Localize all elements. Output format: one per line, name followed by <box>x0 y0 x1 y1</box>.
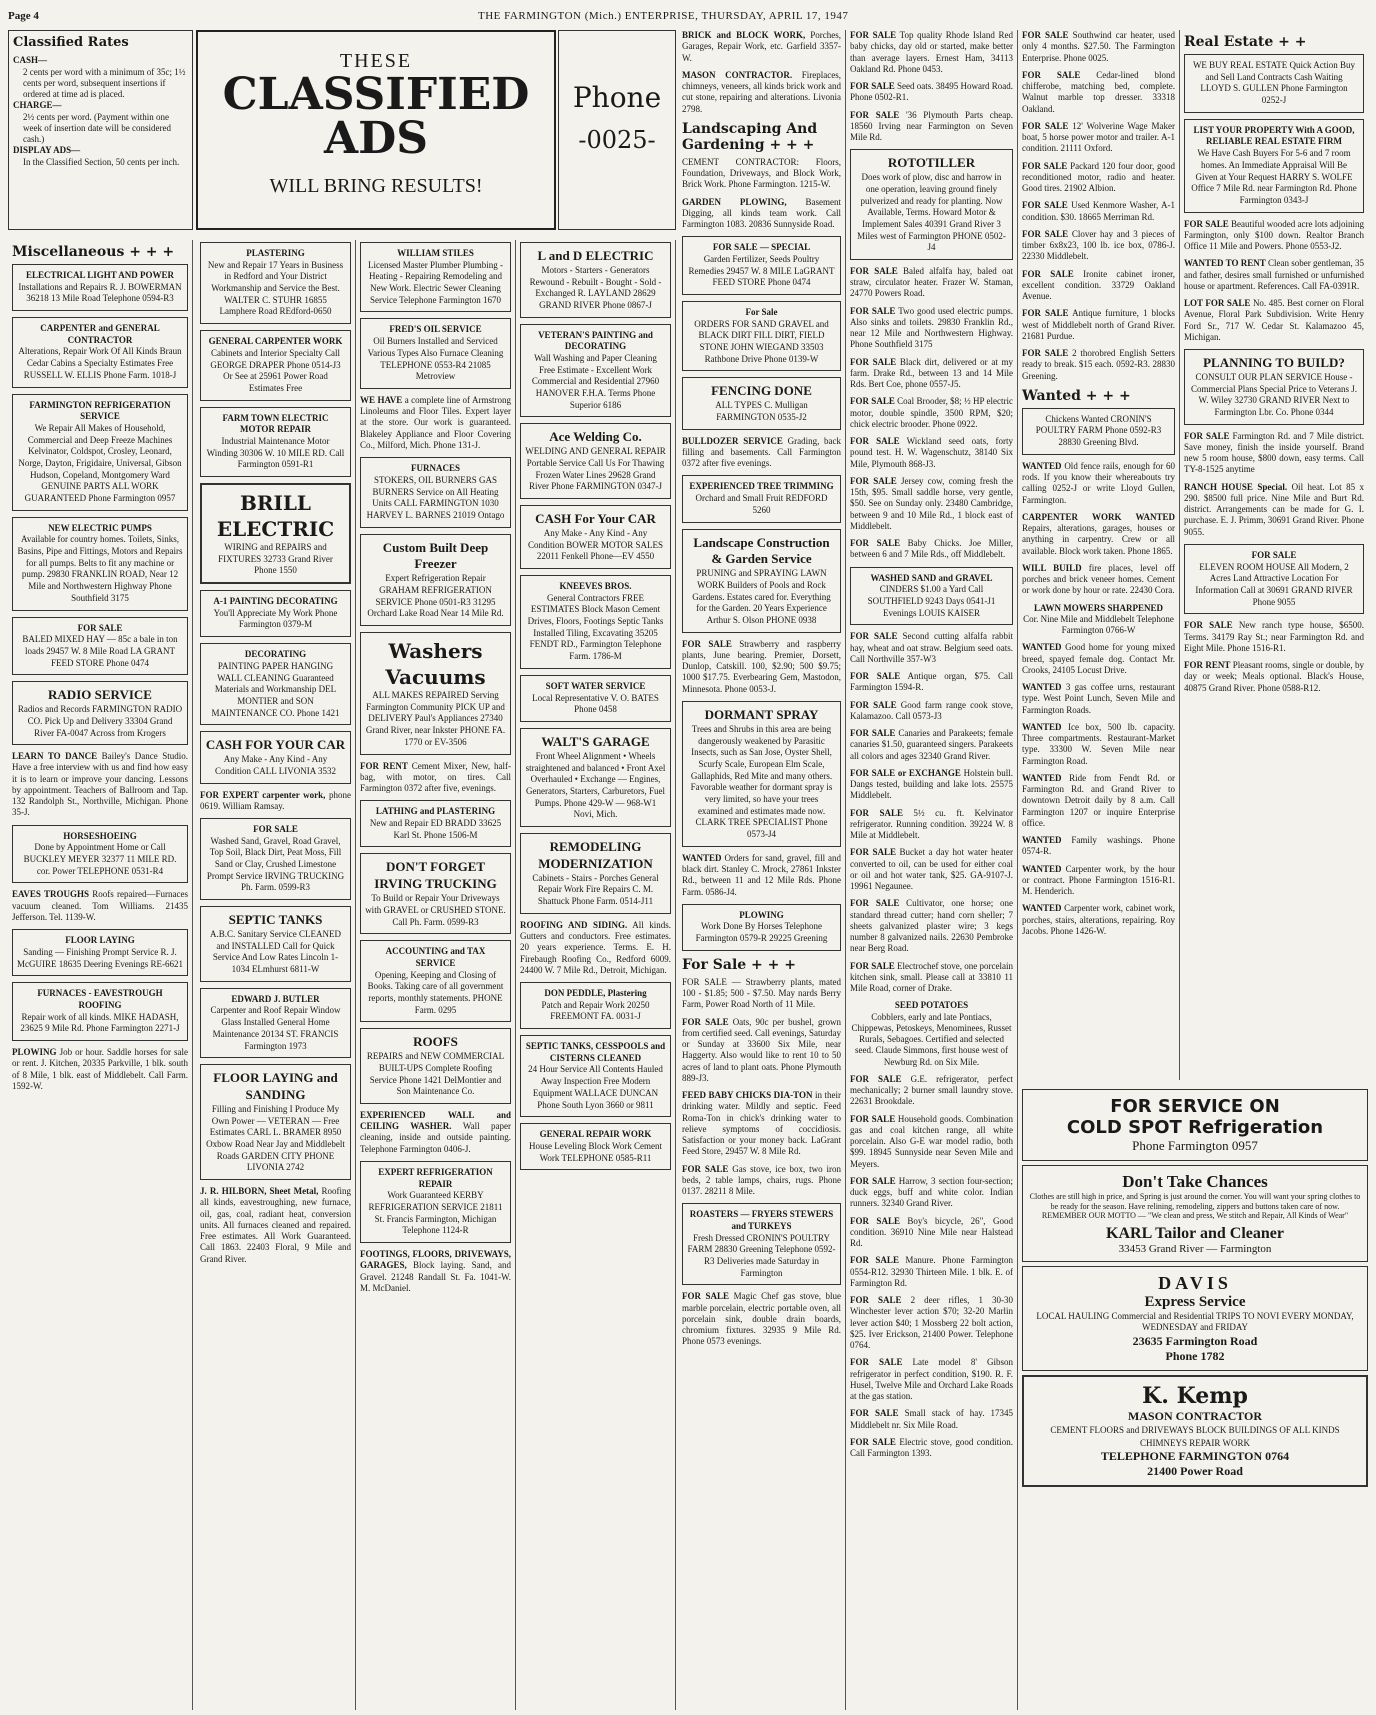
ad: BULLDOZER SERVICE Grading, back filling and basements. Call Farmington 0372 after five evenings. <box>682 435 842 469</box>
ad: Custom Built Deep Freezer Expert Refrigeration Repair GRAHAM REFRIGERATION SERVICE Phone 0501-R3 31295 Orchard Lake Road Near 14 Mile Rd. <box>360 534 511 627</box>
phone-box <box>558 30 676 230</box>
ad: FURNACES STOKERS, OIL BURNERS GAS BURNERS Service on All Heating Units CALL FARMINGTON 1030 HARVEY L. BARNES 21019 Ontago <box>360 457 511 527</box>
ad: PLOWING Job or hour. Saddle horses for sale or rent. J. Kitchen, 20335 Parkville, 1 blk. south of 8 Mile, 1 blk. east of Middlebelt. Call Farm. 1592-W. <box>12 1047 189 1091</box>
ad: FOOTINGS, FLOORS, DRIVEWAYS, GARAGES, Block laying. Sand, and Gravel. 21248 Randall St. Fa. 1041-W. M. McDaniel. <box>360 1249 511 1293</box>
ad: FOR SALE Gas stove, ice box, two iron beds, 2 table lamps, chairs, rugs. Phone 0137. 28211 8 Mile. <box>682 1163 842 1197</box>
ad: KNEEVES BROS. General Contractors FREE ESTIMATES Block Mason Cement Drives, Floors, Footings Septic Tanks Installed Tiling, Excavating 35205 FENDT RD., Farmington Telephone Farm. 1786-M <box>520 575 671 669</box>
ad: FENCING DONE ALL TYPES C. Mulligan FARMINGTON 0535-J2 <box>682 377 841 429</box>
ad: FOR SALE Southwind car heater, used only 4 months. $27.50. The Farmington Enterprise. Phone 0025. <box>1022 30 1175 63</box>
ad: FEED BABY CHICKS DIA-TON in their drinking water. Mildly and septic. Feed Roma-Ton in chick's drinking water to relieve symptoms of coccidiosis. Satisfaction or your money back. LaGrant Feed Store, 29457 W. 8 Mile Rd. <box>682 1090 842 1157</box>
ad: REMODELING MODERNIZATION Cabinets - Stairs - Porches General Repair Work Fire Repairs C. M. Shattuck Phone Farm. 0514-J11 <box>520 833 671 914</box>
ad: WANTED Family washings. Phone 0574-R. <box>1022 835 1175 857</box>
ad: FOR RENT Cement Mixer, New, half-bag, with motor, on tires. Call Farmington 0372 after five, evenings. <box>360 760 511 794</box>
ad: FOR SALE Wickland seed oats, forty pound test. H. W. Wagenschutz, 38140 Six Mile, Plymouth 868-J3. <box>850 436 1013 469</box>
ad: FOR SALE Cedar-lined blond chifferobe, matching bed, complete. Walnut marble top dresser. 33318 Oakland. <box>1022 69 1175 114</box>
ad: EXPERT REFRIGERATION REPAIR Work Guaranteed KERBY REFRIGERATION SERVICE 21811 St. Francis Farmington, Michigan Telephone 1124-R <box>360 1161 511 1243</box>
ad: CASH For Your CAR Any Make - Any Kind - Any Condition BOWER MOTOR SALES 22011 Fenkell Phone—EV 4550 <box>520 505 671 569</box>
column-6 <box>846 30 1018 1710</box>
ad: WANTED Ride from Fendt Rd. or Farmington Rd. and Grand River to downtown Detroit daily by 8 a.m. Call Farmington 1207 or inquire Enterprise office. <box>1022 772 1176 828</box>
column-8 <box>1180 30 1368 1080</box>
page-header <box>8 8 1368 32</box>
ad: DECORATING PAINTING PAPER HANGING WALL CLEANING Guaranteed Materials and Workmanship DEL MONTIER and SON MAINTENANCE CO. Phone 1421 <box>200 643 351 725</box>
ad: FOR SALE Black dirt, delivered or at my farm. Drake Rd., between 13 and 14 Mile Rds. Bert Coe, phone 0557-J5. <box>850 356 1014 390</box>
column-4 <box>516 240 676 1710</box>
rates-line: 2 cents per word with a minimum of 35c; 1½ cents per word, subsequent insertions if ordered at time ad is placed. <box>23 66 186 99</box>
wide-ads <box>1022 1085 1368 1710</box>
classified-ads-banner <box>196 30 556 230</box>
ad: FOR SALE ELEVEN ROOM HOUSE All Modern, 2 Acres Land Attractive Location For Information Call at 30691 GRAND RIVER Phone 9055 <box>1184 544 1364 614</box>
banner-ads: ADS <box>323 113 429 164</box>
ad: CASH FOR YOUR CAR Any Make - Any Kind - Any Condition CALL LIVONIA 3532 <box>200 731 351 783</box>
rates-line: In the Classified Section, 50 cents per inch. <box>23 156 180 167</box>
ad: ROOFS REPAIRS and NEW COMMERCIAL BUILT-UPS Complete Roofing Service Phone 1421 DelMontier and Son Maintenance Co. <box>360 1028 511 1104</box>
ad: FOR EXPERT carpenter work, phone 0619. William Ramsay. <box>200 789 352 811</box>
ad: FARMINGTON REFRIGERATION SERVICE We Repair All Makes of Household, Commercial and Deep Freeze Machines Kelvinator, Coldspot, Crosley, Leonard, Norge, Dayton, Frigidaire, Universal, Gibson Hudson, Copeland, Montgomery Ward GENUINE PARTS ALL WORK GUARANTEED Phone Farmington 0957 <box>12 394 188 511</box>
ad: SEPTIC TANKS, CESSPOOLS and CISTERNS CLEANED 24 Hour Service All Contents Hauled Away Inspection Free Modern Equipment WALLACE DUNCAN Phone South Lyon 3660 or 9811 <box>520 1035 671 1117</box>
ad: FARM TOWN ELECTRIC MOTOR REPAIR Industrial Maintenance Motor Winding 30306 W. 10 MILE RD. Call Farmington 0591-R1 <box>200 407 351 477</box>
ad: FOR SALE Good farm range cook stove, Kalamazoo. Call 0573-J3 <box>850 699 1014 721</box>
column-5 <box>678 30 846 1710</box>
ad: MASON CONTRACTOR. Fireplaces, chimneys, veneers, all kinds brick work and cut stone, repairing and alterations. Livonia 2798. <box>682 69 842 114</box>
ad: FOR SALE Electrochef stove, one porcelain kitchen sink, small. Please call at 33810 11 Mile Road, corner of Drake. <box>850 960 1013 994</box>
ad: FOR SALE Late model 8' Gibson refrigerator in perfect condition, $190. R. F. Husel, Twelve Mile and Orchard Lake Roads at the gas station. <box>850 1357 1014 1402</box>
classified-rates-box <box>8 30 193 230</box>
ad: FOR SALE Antique furniture, 1 blocks west of Middlebelt north of Grand River. 21681 Purdue. <box>1022 308 1175 341</box>
ad: FOR SALE 2 thorobred English Setters ready to break. $15 each. 0592-R3. 28830 Greening. <box>1022 348 1175 381</box>
ad: BRICK and BLOCK WORK, Porches, Garages, Repair Work, etc. Garfield 3357-W. <box>682 30 841 63</box>
davis-express-ad: DAVIS Express Service LOCAL HAULING Commercial and Residential TRIPS TO NOVI EVERY MONDAY, WEDNESDAY and FRIDAY 23635 Farmington Road Phone 1782 <box>1022 1266 1368 1371</box>
section-real-estate: Real Estate + + <box>1184 34 1307 50</box>
ad: LOT FOR SALE No. 485. Best corner on Floral Avenue, Floral Park Subdivision. Write Henry Ford Sr., 717 W. Cedar St. Kalamazoo 45, Michigan. <box>1184 298 1365 342</box>
rates-line: 2½ cents per word. (Payment within one week of insertion date will be considered cash.) <box>23 111 171 144</box>
rates-line: CHARGE— <box>13 100 62 111</box>
column-2 <box>196 240 356 1710</box>
ad: DON PEDDLE, Plastering Patch and Repair Work 20250 FREEMONT FA. 0031-J <box>520 982 671 1029</box>
ad: Washers Vacuums ALL MAKES REPAIRED Serving Farmington Community PICK UP and DELIVERY Paul's Appliances 27340 Grand River, near Inkster PHONE FA. 1770 or EV-3506 <box>360 632 511 754</box>
ad: FOR SALE Cultivator, one horse; one standard thread cutter; hand corn sheller; 7 sheets galvanized plaster wire; 3 kegs number 8 galvanized nails. 22630 Pembroke near Berg Road. <box>850 898 1014 954</box>
ad: WALT'S GARAGE Front Wheel Alignment • Wheels straightened and balanced • Front Axel Overhauled • Exchange — Engines, Generators, Starters, Carburetors, Fuel Pumps. Phone 429-W — 968-W1 Novi, Mich. <box>520 728 671 827</box>
ad: DON'T FORGET IRVING TRUCKING To Build or Repair Your Driveways with GRAVEL or CRUSHED STONE. Call Ph. Farm. 0599-R3 <box>360 853 511 934</box>
ad: FOR SALE Coal Brooder, $8; ½ HP electric motor, double spindle, 3500 RPM, $20; chick electric brooder. Phone 0922. <box>850 396 1014 429</box>
ad: FOR SALE Oats, 90c per bushel, grown from certified seed. Call evenings, Saturday or Sunday at 33600 Six Mile, near Haggerty. Also would like to rent 10 to 50 acres of land to plant oats. Phone Plymouth 889-J3. <box>682 1016 841 1083</box>
ad: EXPERIENCED WALL and CEILING WASHER. Wall paper cleaning, inside and outside painting. Telephone Farmington 0406-J. <box>360 1109 511 1154</box>
ad: FOR SALE Household goods. Combination gas and coal kitchen range, all white porcelain. Also G-E war model radio, both $99. 18945 Sunnyside near Seven Mile and Meyers. <box>850 1113 1014 1169</box>
ad: ROOFING AND SIDING. All kinds. Gutters and conductors. Free estimates. 20 years experience. Terms. E. H. Firebaugh Roofing Co., Redford 6009. 24400 W. 7 Mile Rd., Detroit, Michigan. <box>520 919 671 975</box>
ad: WE HAVE a complete line of Armstrong Linoleums and Floor Tiles. Expert layer at the store. Our work is guaranteed. Blakeley Appliance and Floor Covering Co., Milford, Mich. Phone 131-J. <box>360 394 511 450</box>
ad: FOR SALE Harrow, 3 section four-section; duck eggs, buff and white color. Indian runners. 32340 Grand River. <box>850 1175 1014 1209</box>
ad: WASHED SAND and GRAVEL CINDERS $1.00 a Yard Call SOUTHFIELD 9243 Days 0541-J1 Evenings LOUIS KAISER <box>850 567 1013 626</box>
ad: CEMENT CONTRACTOR: Floors, Foundation, Driveways, and Block Work, Brick Work. Phone Farmington. 1215-W. <box>682 156 841 190</box>
ad: WANTED Carpenter work, by the hour or contract. Phone Farmington 1516-R1. M. Henderich. <box>1022 863 1175 897</box>
ad: Ace Welding Co. WELDING AND GENERAL REPAIR Portable Service Call Us For Thawing Frozen Water Lines 29628 Grand River Phone FARMINGTON 0347-J <box>520 423 671 499</box>
ad: WILL BUILD fire places, level off porches and brick veneer homes. Cement or work done by hour or rate. 22430 Cora. <box>1022 562 1175 596</box>
page-number: Page 4 <box>8 10 39 22</box>
section-for-sale: For Sale + + + <box>682 956 796 973</box>
ad: GENERAL CARPENTER WORK Cabinets and Interior Specialty Call GEORGE DRAPER Phone 0514-J3 Or See at 25961 Power Road Estimates Free <box>200 330 351 400</box>
ad: FOR SALE Farmington Rd. and 7 Mile district. Save money, finish the inside yourself. Brand new 5 room house, $800 down, easy terms. Call TY-8-1525 anytime <box>1184 430 1364 475</box>
section-wanted: Wanted + + + <box>1022 387 1131 404</box>
ad: GARDEN PLOWING, Basement Digging, all kinds team work. Call Farmington 1083. 20836 Sunnyside Road. <box>682 196 841 229</box>
ad: RANCH HOUSE Special. Oil heat. Lot 85 x 290. $8500 full price. Nine Mile and Burt Rd. district. Arrangements can be made for G. I. purchase. E. J. Primm, 30691 Grand River. Phone 9055. <box>1184 481 1365 537</box>
ad: ROASTERS — FRYERS STEWERS and TURKEYS Fresh Dressed CRONIN'S POULTRY FARM 28830 Greening Telephone 0592-R3 Deliveries made Saturday in Farmington <box>682 1203 841 1285</box>
banner-classified: CLASSIFIED <box>222 69 530 120</box>
ad: WANTED Good home for young mixed breed, spayed female dog. Contact Mr. Crooks, 24105 Locust Drive. <box>1022 642 1176 675</box>
ad: FOR SALE — SPECIAL Garden Fertilizer, Seeds Poultry Remedies 29457 W. 8 MILE LaGRANT FEED STORE Phone 0474 <box>682 236 841 295</box>
ad: ELECTRICAL LIGHT AND POWER Installations and Repairs R. J. BOWERMAN 36218 13 Mile Road Telephone 0594-R3 <box>12 264 188 311</box>
ad: FOR SALE Second cutting alfalfa rabbit hay, wheat and oat straw. Belgium seed oats. Call Northville 357-W3 <box>850 631 1014 664</box>
ad: FOR SALE Boy's bicycle, 26", Good condition. 36910 Nine Mile near Halstead Rd. <box>850 1215 1013 1249</box>
phone-number: -0025- <box>578 126 656 154</box>
ad: FOR SALE Electric stove, good condition. Call Farmington 1393. <box>850 1436 1014 1459</box>
column-7 <box>1018 30 1180 1080</box>
ad: WE BUY REAL ESTATE Quick Action Buy and Sell Land Contracts Cash Waiting LLOYD S. GULLEN Phone Farmington 0252-J <box>1184 54 1364 113</box>
ad: FOR SALE Baled alfalfa hay, baled oat straw, circulator heater. Frazer W. Staman, 24770 Powers Road. <box>850 265 1014 299</box>
ad: FOR SALE Seed oats. 38495 Howard Road. Phone 0502-R1. <box>850 81 1013 103</box>
ad: Landscape Construction & Garden Service PRUNING and SPRAYING LAWN WORK Builders of Pools and Rock Gardens. Estates cared for. Everything for the Garden. 20 Years Experience Arthur S. Olson PHONE 0938 <box>682 529 841 633</box>
ad: GENERAL REPAIR WORK House Leveling Block Work Cement Work TELEPHONE 0585-R11 <box>520 1123 671 1170</box>
ad: WANTED Carpenter work, cabinet work, porches, stairs, alterations, repairing. Roy Jacobs. Phone 1426-W. <box>1022 903 1176 936</box>
ad: EAVES TROUGHS Roofs repaired—Furnaces vacuum cleaned. Tom Williams. 21435 Jefferson. Tel. 1139-W. <box>12 889 188 922</box>
section-landscaping: Landscaping And Gardening + + + <box>682 120 818 153</box>
ad: FOR SALE Bucket a day hot water heater converted to oil, can be used for either coal or oil and hot water tank, $25. GA-9107-J. 19961 Negaunee. <box>850 847 1014 892</box>
ad: WANTED Ice box, 500 lb. capacity. Three compartments. Restaurant-Market type. 33300 W. Seven Mile near Farmington Road. <box>1022 721 1175 766</box>
ad: ACCOUNTING and TAX SERVICE Opening, Keeping and Closing of Books. Taking care of all government reports, monthly statements. PHONE Farm. 0295 <box>360 940 511 1022</box>
ad: ROTOTILLER Does work of plow, disc and harrow in one operation, leaving ground finely pulverized and ready for planting. Now Available, Terms. Howard Motor & Implement Sales 40391 Grand River 3 Miles west of Farmington PHONE 0502-J4 <box>850 149 1013 260</box>
ad: EDWARD J. BUTLER Carpenter and Roof Repair Window Glass Installed General Home Maintenance 20134 ST. FRANCIS Farmington 1973 <box>200 988 351 1058</box>
ad: LAWN MOWERS SHARPENED Cor. Nine Mile and Middlebelt Telephone Farmington 0766-W <box>1023 602 1174 636</box>
ad: WANTED 3 gas coffee urns, restaurant type. West Point Lunch, Seven Mile and Farmington Roads. <box>1022 682 1176 715</box>
ad: FOR SALE Canaries and Parakeets; female canaries $1.50, guaranteed singers. Parakeets all colors and ages 32340 Grand River. <box>850 728 1013 761</box>
ad: Chickens Wanted CRONIN'S POULTRY FARM Phone 0592-R3 28830 Greening Blvd. <box>1022 408 1175 455</box>
column-1 <box>8 240 193 1710</box>
ad: FURNACES - EAVESTROUGH ROOFING Repair work of all kinds. MIKE HADASH, 23625 9 Mile Rd. Phone Farmington 2271-J <box>12 982 188 1041</box>
ad: FOR SALE Jersey cow, coming fresh the 15th, $95. Small saddle horse, very gentle, $50. See on Sunday only. 23480 Cambridge, between 9 and 10 Mile Rd., 1 block east of Middlebelt. <box>850 475 1013 531</box>
ad: VETERAN'S PAINTING and DECORATING Wall Washing and Paper Cleaning Free Estimate - Excellent Work Commercial and Residential 27960 HANOVER F.H.A. Terms Phone Superior 6186 <box>520 324 671 418</box>
ad: FOR SALE G.E. refrigerator, perfect mechanically; 2 burner small laundry stove. 22631 Brookdale. <box>850 1073 1013 1107</box>
ad: FLOOR LAYING and SANDING Filling and Finishing I Produce My Own Power — VETERAN — Free Estimates CARL L. BRAMER 8950 Oxbow Road Near Jay and Middlebelt Roads GARDEN CITY PHONE LIVONIA 2742 <box>200 1064 351 1180</box>
ad: SEPTIC TANKS A.B.C. Sanitary Service CLEANED and INSTALLED Call for Quick Service And Low Rates Lincoln 1-1034 ELmhurst 6811-W <box>200 906 351 982</box>
ad: LIST YOUR PROPERTY With A GOOD, RELIABLE REAL ESTATE FIRM We Have Cash Buyers For 5-6 and 7 room homes. An Immediate Appraisal Will Be Given at Your Request HARRY S. WOLFE Office 7 Mile Rd. near Farmington Rd. Phone Farmington 0343-J <box>1184 119 1364 213</box>
section-misc: Miscellaneous + + + <box>12 244 175 260</box>
ad: WANTED Old fence rails, enough for 60 rods. If you know their whereabouts try calling 0252-J or write Lloyd Gullen, Farmington. <box>1022 460 1175 505</box>
ad: FOR SALE Magic Chef gas stove, blue marble porcelain, electric portable oven, all porcelain sink, double drain boards, chromium fixtures. 32935 9 Mile Rd. Phone 0573 evenings. <box>682 1291 842 1347</box>
ad: FOR SALE 5½ cu. ft. Kelvinator refrigerator. Running condition. 39224 W. 8 Mile at Middlebelt. <box>850 807 1014 841</box>
ad: FOR SALE Ironite cabinet ironer, excellent condition. 33729 Oakland Avenue. <box>1022 268 1175 301</box>
ad: FLOOR LAYING Sanding — Finishing Prompt Service R. J. McGUIRE 18635 Deering Evenings RE-6621 <box>12 929 188 976</box>
ad: FOR SALE — Strawberry plants, mated 100 - $1.85; 500 - $7.50. May nards Berry Farm, Power Road North of 11 Mile. <box>682 976 841 1010</box>
ad: HORSESHOEING Done by Appointment Home or Call BUCKLEY MEYER 32377 11 MILE RD. cor. Power TELEPHONE 0531-R4 <box>12 825 188 884</box>
ad: EXPERIENCED TREE TRIMMING Orchard and Small Fruit REDFORD 5260 <box>682 475 841 522</box>
ad: A-1 PAINTING DECORATING You'll Appreciate My Work Phone Farmington 0379-M <box>200 590 351 637</box>
ad: PLANNING TO BUILD? CONSULT OUR PLAN SERVICE House - Commercial Plans Special Price to Veterans J. W. Wiley 32730 GRAND RIVER Next to Farmington Lbr. Co. Phone 0344 <box>1184 349 1364 425</box>
ad: FOR SALE Small stack of hay. 17345 Middlebelt nr. Six Mile Road. <box>850 1408 1014 1430</box>
ad: FOR SALE BALED MIXED HAY — 85c a bale in ton loads 29457 W. 8 Mile Road LA GRANT FEED STORE Phone 0474 <box>12 617 188 676</box>
ad: FOR SALE Baby Chicks. Joe Miller, between 6 and 7 Mile Rds., off Middlebelt. <box>850 538 1013 560</box>
banner-bring: WILL BRING RESULTS! <box>269 175 483 197</box>
ad: FOR SALE 2 deer rifles, 1 30-30 Winchester lever action $70; 32-20 Marlin lever action $40; 1 Mossberg 22 bolt action, $25. Iver Erickson, 21400 Power. Telephone 0764. <box>850 1295 1014 1351</box>
ad: PLOWING Work Done By Horses Telephone Farmington 0579-R 29225 Greening <box>682 904 841 951</box>
ad: FOR RENT Pleasant rooms, single or double, by day or week; Meals optional. Black's House, 40875 Grand River. Phone 0588-R12. <box>1184 660 1365 693</box>
ad: WANTED Orders for sand, gravel, fill and black dirt. Stanley C. Mrock, 27861 Inkster Rd., between 11 and 12 Mile Rds. Phone Farm. 0586-J4. <box>682 852 841 897</box>
ad: PLASTERING New and Repair 17 Years in Business in Redford and Your District Workmanship and Service the Best. WALTER C. STUHR 16855 Lamphere Road REdford-0650 <box>200 242 351 324</box>
ad: FOR SALE Washed Sand, Gravel, Road Gravel, Top Soil, Black Dirt, Peat Moss, Fill Sand or Clay, Crushed Limestone Prompt Service IRVING TRUCKING Ph. Farm. 0599-R3 <box>200 818 351 900</box>
ad: FOR SALE Top quality Rhode Island Red baby chicks, day old or started, make better than average layers. Ernest Ham, 34113 Oakland Rd. Phone 0453. <box>850 30 1013 74</box>
ad: FOR SALE Two good used electric pumps. Also sinks and toilets. 29830 Franklin Rd., near 12 Mile and Northwestern Highway. Phone Southfield 3175 <box>850 305 1013 350</box>
ad: FOR SALE Used Kenmore Washer, A-1 condition. $30. 18665 Merriman Rd. <box>1022 200 1175 222</box>
ad: LEARN TO DANCE Bailey's Dance Studio. Have a free interview with us and find how easy it is to learn or improve your dancing. Lessons by appointment. Teachers of Ballroom and Tap. 132 Randolph St., Northville, Michigan. Phone 35-J. <box>12 751 189 818</box>
ad: FOR SALE Strawberry and raspberry plants, June bearing. Premier, Dorsett, Dunlop, Catskill. 100, $2.90; 500 $9.75; 1000 $17.75. Everbearing Gem, Mastodon, Minnesota. Phone 0053-J. <box>682 638 842 694</box>
ad: LATHING and PLASTERING New and Repair ED BRADD 33625 Karl St. Phone 1506-M <box>360 800 511 847</box>
ad: FOR SALE Manure. Phone Farmington 0554-R12. 32930 Thirteen Mile. 1 blk. E. of Farmington Rd. <box>850 1255 1013 1288</box>
ad: J. R. HILBORN, Sheet Metal, Roofing all kinds, eavestroughing, new furnace, oil, gas, coal, radiant heat, conversion units. All furnaces cleaned and repaired. Free estimates. All Work Guaranteed. Call 1863. 22403 Floral, 9 Mile and Grand River. <box>200 1186 352 1264</box>
ad: FOR SALE or EXCHANGE Holstein bull. Dangs tested, building and lake lots. 25575 Middlebelt. <box>850 767 1014 801</box>
ad: FOR SALE Beautiful wooded acre lots adjoining Farmington, only $100 down. Realtor Branch Office 11 Mile and Powers. Phone 0553-J2. <box>1184 218 1365 252</box>
karl-tailor-ad: Don't Take Chances Clothes are still high in price, and Spring is just around the corner. You will want your spring clothes to be ready for the season. Have relining, remodeling, zippers and buttons taken care of now. REMEMBER OUR MOTTO — "We clean and press, We stitch and Repair, All Kinds of Wear" KARL Tailor and Cleaner 33453 Grand River — Farmington <box>1022 1165 1368 1262</box>
ad: CARPENTER and GENERAL CONTRACTOR Alterations, Repair Work Of All Kinds Braun Cedar Cabins a Specialty Estimates Free RUSSELL W. ELLIS Phone Farm. 1018-J <box>12 317 188 387</box>
ad: CARPENTER WORK WANTED Repairs, alterations, garages, houses or anything in carpentry. Crew or all available. Block work taken. Phone 1865. <box>1022 511 1175 556</box>
k-kemp-ad: K. Kemp MASON CONTRACTOR CEMENT FLOORS and DRIVEWAYS BLOCK BUILDINGS OF ALL KINDS CHIMNEYS REPAIR WORK TELEPHONE FARMINGTON 0764 21400 Power Road <box>1022 1375 1368 1487</box>
ad: DORMANT SPRAY Trees and Shrubs in this area are being dangerously weakened by Parasitic Insects, such as San Jose, Oyster Shell, Scurfy Scale, European Elm Scale, Gallaphids, Red Mite and many others. Favorable weather for dormant spray is very limited, so have your trees examined and estimates made now. CLARK TREE SPECIALIST Phone 0573-J4 <box>682 701 841 847</box>
ad: FRED'S OIL SERVICE Oil Burners Installed and Serviced Various Types Also Furnace Cleaning TELEPHONE 0553-R4 21085 Metroview <box>360 318 511 388</box>
ad: SOFT WATER SERVICE Local Representative V. O. BATES Phone 0458 <box>520 675 671 722</box>
ad: WILLIAM STILES Licensed Master Plumber Plumbing - Heating - Repairing Remodeling and New Work. Electric Sewer Cleaning Service Telephone Farmington 1670 <box>360 242 511 312</box>
ad: BRILL ELECTRIC WIRING and REPAIRS and FIXTURES 32733 Grand River Phone 1550 <box>200 483 351 584</box>
ad: NEW ELECTRIC PUMPS Available for country homes. Toilets, Sinks, Basins, Pipe and Fittings, Motors and Repairs for all pumps. Belts to fit any machine or pump. 29830 FRANKLIN ROAD, Near 12 Mile and Northwestern Highway Phone Southfield 3175 <box>12 517 188 611</box>
banner-these: THESE <box>339 50 413 72</box>
ad: RADIO SERVICE Radios and Records FARMINGTON RADIO CO. Pick Up and Delivery 33304 Grand River FA-0047 Across from Krogers <box>12 681 188 745</box>
rates-line: CASH— <box>13 55 48 66</box>
masthead-title: THE FARMINGTON (Mich.) ENTERPRISE, THURSDAY, APRIL 17, 1947 <box>478 10 849 22</box>
ad: L and D ELECTRIC Motors - Starters - Generators Rewound - Rebuilt - Bought - Sold - Exchanged R. LAYLAND 28629 GRAND RIVER Phone 0867-J <box>520 242 671 318</box>
classified-page <box>8 30 1368 1710</box>
ad: SEED POTATOES Cobblers, early and late Pontiacs, Chippewas, Petoskeys, Menominees, Russet Rurals, Sebagoes. Certified and selected seed. Claude Simmons, first house west of Newburg Rd. on Six Mile. <box>851 1000 1012 1067</box>
phone-label: Phone <box>572 81 662 114</box>
ad: FOR SALE Antique organ, $75. Call Farmington 1594-R. <box>850 671 1013 693</box>
ad: FOR SALE Packard 120 four door, good reconditioned motor, radio and heater. Good tires. 21902 Albion. <box>1022 160 1176 193</box>
rates-line: DISPLAY ADS— <box>13 145 81 156</box>
coldspot-ad: FOR SERVICE ON COLD SPOT Refrigeration Phone Farmington 0957 <box>1022 1089 1368 1161</box>
ad: FOR SALE 12' Wolverine Wage Maker boat, 5 horse power motor and trailer. A-1 condition. 21111 Oxford. <box>1022 120 1176 154</box>
ad: FOR SALE Clover hay and 3 pieces of timber 6x8x23, 100 lb. ice box, 0786-J. 22330 Middlebelt. <box>1022 228 1176 262</box>
ad: FOR SALE New ranch type house, $6500. Terms. 34179 Ray St.; near Farmington Rd. and Eight Mile. Phone 1516-R1. <box>1184 620 1364 653</box>
ad: FOR SALE '36 Plymouth Parts cheap. 18560 Irving near Farmington on Seven Mile Rd. <box>850 109 1013 142</box>
rates-title: Classified Rates <box>13 35 129 50</box>
column-3 <box>356 240 516 1710</box>
ad: For Sale ORDERS FOR SAND GRAVEL and BLACK DIRT FILL DIRT, FIELD STONE JOHN WIEGAND 33503 Rathbone Drive Phone 0139-W <box>682 301 841 371</box>
ad: WANTED TO RENT Clean sober gentleman, 35 and father, desires small furnished or unfurnished house or apartment. References. Call FA-0391R. <box>1184 258 1364 291</box>
